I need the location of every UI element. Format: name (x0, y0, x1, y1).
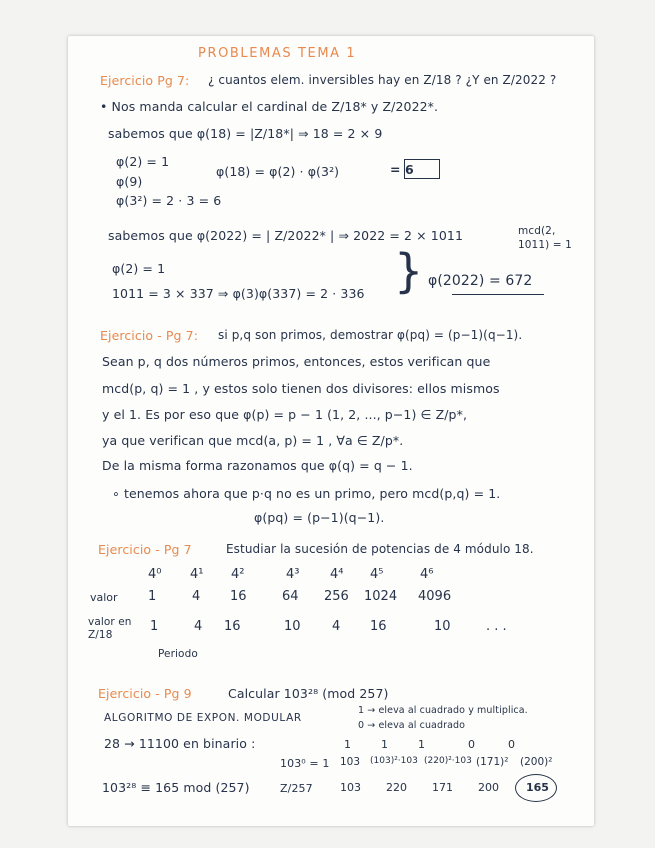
math-line: φ(9) (116, 174, 143, 189)
exercise-3-statement: Estudiar la sucesión de potencias de 4 módulo 18. (226, 542, 534, 556)
result-18: = 6 (390, 162, 414, 177)
brace: } (394, 244, 424, 298)
proof-line: φ(pq) = (p−1)(q−1). (254, 510, 385, 525)
proof-line: ya que verifican que mcd(a, p) = 1 , ∀a ∈ Z/p*. (102, 433, 404, 448)
legend-line: 0 → eleva al cuadrado (358, 720, 466, 731)
exercise-1-heading: Ejercicio Pg 7: (100, 73, 190, 88)
mcd-note: mcd(2, 1011) = 1 (518, 225, 572, 251)
result-cell: 103 (340, 781, 361, 794)
proof-line: De la misma forma razonamos que φ(q) = q − 1. (102, 458, 413, 473)
step-cell: (200)² (520, 756, 553, 768)
value-cell: 4 (192, 589, 201, 604)
legend-line: 1 → eleva al cuadrado y multiplica. (358, 705, 528, 716)
result-box (404, 159, 440, 179)
result-cell: 200 (478, 781, 499, 794)
result-2022: φ(2022) = 672 (428, 273, 533, 289)
math-line: φ(2) = 1 (116, 154, 170, 169)
proof-line: mcd(p, q) = 1 , y estos solo tienen dos divisores: ellos mismos (102, 381, 500, 396)
bit-cell: 1 (381, 738, 388, 751)
math-line: φ(3²) = 2 · 3 = 6 (116, 193, 222, 208)
mod-cell: 1 (150, 619, 159, 634)
mod-cell: 10 (434, 619, 451, 634)
step-cell: 103 (340, 756, 361, 768)
result-cell: 220 (386, 781, 407, 794)
value-cell: 256 (324, 589, 349, 604)
result-underline (452, 294, 544, 295)
row-label: valor (90, 591, 118, 604)
mod-cell: 16 (224, 619, 241, 634)
mod-cell: 16 (370, 619, 387, 634)
power-cell: 4³ (286, 567, 300, 582)
step-cell: (220)²·103 (424, 756, 472, 766)
exercise-1-line: sabemos que φ(18) = |Z/18*| ⇒ 18 = 2 × 9 (108, 126, 383, 141)
power-cell: 4² (231, 567, 245, 582)
value-cell: 4096 (418, 589, 452, 604)
power-cell: 4⁶ (420, 567, 434, 582)
step-cell: (171)² (476, 756, 509, 768)
period-label: Periodo (158, 648, 198, 660)
math-line: 1011 = 3 × 337 ⇒ φ(3)φ(337) = 2 · 336 (112, 286, 365, 301)
exercise-1-question: ¿ cuantos elem. inversibles hay en Z/18 ? ¿Y en Z/2022 ? (208, 73, 557, 87)
mod-cell: 10 (284, 619, 301, 634)
algorithm-label: ALGORITMO DE EXPON. MODULAR (104, 712, 302, 724)
step-cell: (103)²·103 (370, 756, 418, 766)
proof-line: y el 1. Es por eso que φ(p) = p − 1 (1, 2, ..., p−1) ∈ Z/p*, (102, 407, 468, 422)
row-label: valor en Z/18 (88, 616, 132, 641)
notebook-page (68, 36, 594, 826)
power-cell: 4¹ (190, 567, 204, 582)
math-line: φ(18) = φ(2) · φ(3²) (216, 164, 340, 179)
value-cell: 1 (148, 589, 157, 604)
power-cell: 4⁵ (370, 567, 384, 582)
value-cell: 1024 (364, 589, 398, 604)
start-value: 103⁰ = 1 (280, 757, 330, 770)
bit-cell: 1 (344, 738, 351, 751)
binary-line: 28 → 11100 en binario : (104, 736, 256, 751)
mod-cell: 4 (332, 619, 341, 634)
page-title: PROBLEMAS TEMA 1 (198, 46, 357, 61)
exercise-1-line: sabemos que φ(2022) = | Z/2022* | ⇒ 2022 = 2 × 1011 (108, 228, 464, 243)
result-cell: 165 (526, 781, 549, 794)
math-line: φ(2) = 1 (112, 261, 166, 276)
answer-circle (515, 774, 557, 802)
exercise-3-heading: Ejercicio - Pg 7 (98, 542, 192, 557)
power-cell: 4⁰ (148, 567, 162, 582)
mod-cell: 4 (194, 619, 203, 634)
exercise-2-heading: Ejercicio - Pg 7: (100, 328, 199, 343)
exercise-4-statement: Calcular 103²⁸ (mod 257) (228, 686, 389, 701)
result-cell: 171 (432, 781, 453, 794)
proof-line: Sean p, q dos números primos, entonces, estos verifican que (102, 354, 491, 369)
power-cell: 4⁴ (330, 567, 344, 582)
final-answer: 103²⁸ ≡ 165 mod (257) (102, 780, 250, 795)
proof-line: ∘ tenemos ahora que p·q no es un primo, pero mcd(p,q) = 1. (112, 486, 501, 501)
exercise-2-statement: si p,q son primos, demostrar φ(pq) = (p−1)(q−1). (218, 328, 523, 342)
value-cell: 64 (282, 589, 299, 604)
z-label: Z/257 (280, 782, 313, 795)
bit-cell: 0 (508, 738, 515, 751)
bit-cell: 0 (468, 738, 475, 751)
bit-cell: 1 (418, 738, 425, 751)
mod-cell: . . . (486, 619, 507, 634)
exercise-1-line: • Nos manda calcular el cardinal de Z/18* y Z/2022*. (100, 99, 439, 114)
exercise-4-heading: Ejercicio - Pg 9 (98, 686, 192, 701)
value-cell: 16 (230, 589, 247, 604)
